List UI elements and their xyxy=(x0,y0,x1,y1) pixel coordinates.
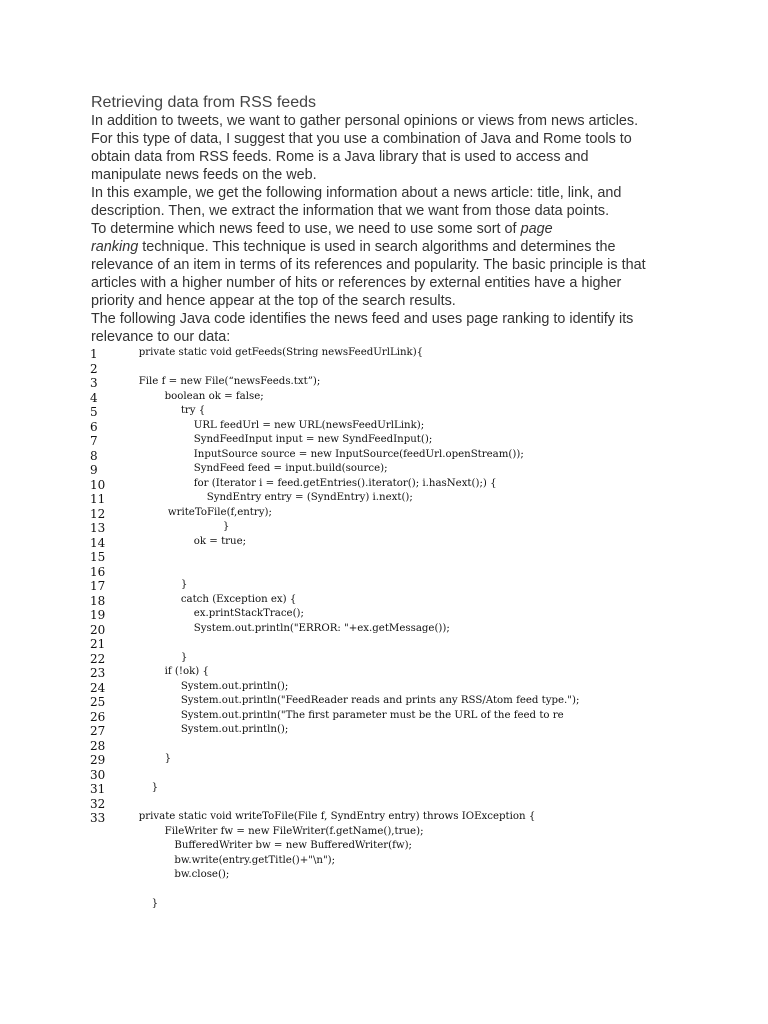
line-number: 12 xyxy=(90,506,106,521)
code-text: File f = new File(“newsFeeds.txt”); xyxy=(129,376,321,387)
emphasis-text: page xyxy=(520,221,553,237)
line-number: 26 xyxy=(90,709,106,724)
line-number: 7 xyxy=(90,434,98,448)
code-line xyxy=(90,796,768,811)
line-number: 29 xyxy=(90,753,106,767)
line-text: obtain data from RSS feeds. Rome is a Java library that is used to access and xyxy=(91,149,589,165)
line-text: In addition to tweets, we want to gather personal opinions or views from news articles. xyxy=(91,113,639,129)
code-line xyxy=(90,346,768,361)
code-line xyxy=(90,781,768,796)
line-number: 9 xyxy=(90,463,98,477)
code-text: catch (Exception ex) { xyxy=(129,593,297,605)
code-text: SyndFeed feed = input.build(source); xyxy=(129,463,388,474)
code-text: boolean ok = false; xyxy=(129,390,264,402)
code-line xyxy=(90,390,768,405)
paragraph-line xyxy=(91,202,761,220)
code-text: SyndFeedInput input = new SyndFeedInput(); xyxy=(129,434,433,445)
code-text: ex.printStackTrace(); xyxy=(129,608,304,619)
section-heading: Retrieving data from RSS feeds xyxy=(91,94,316,111)
line-number: 27 xyxy=(90,724,106,738)
code-text: System.out.println(); xyxy=(129,680,289,692)
line-number: 13 xyxy=(90,521,106,535)
code-line xyxy=(90,419,768,434)
line-number: 30 xyxy=(90,767,106,782)
code-text: } xyxy=(129,579,188,590)
line-number: 33 xyxy=(90,811,106,825)
code-line xyxy=(90,883,768,898)
line-text: relevance of an item in terms of its references and popularity. The basic principle is that xyxy=(91,257,646,273)
code-line xyxy=(90,578,768,593)
line-number: 8 xyxy=(90,448,98,463)
paragraph-line xyxy=(91,238,761,256)
line-text: The following Java code identifies the news feed and uses page ranking to identify its xyxy=(91,311,634,327)
line-number: 19 xyxy=(90,608,106,622)
code-line xyxy=(90,767,768,782)
code-line xyxy=(90,448,768,463)
code-text: } xyxy=(129,651,188,663)
paragraph-line xyxy=(91,220,761,238)
code-line xyxy=(90,854,768,869)
code-text: private static void getFeeds(String newsFeedUrlLink){ xyxy=(129,347,424,358)
code-line xyxy=(90,607,768,622)
code-line xyxy=(90,404,768,419)
emphasis-text: ranking xyxy=(91,239,139,255)
code-text: ok = true; xyxy=(129,535,247,547)
code-text: private static void writeToFile(File f, SyndEntry entry) throws IOException { xyxy=(129,811,536,822)
line-number: 14 xyxy=(90,535,106,550)
paragraph-line xyxy=(91,112,761,130)
paragraph-line xyxy=(91,184,761,202)
line-number: 15 xyxy=(90,550,106,564)
line-number: 11 xyxy=(90,492,106,506)
code-text: SyndEntry entry = (SyndEntry) i.next(); xyxy=(129,492,413,503)
line-number: 32 xyxy=(90,796,106,811)
line-number: 25 xyxy=(90,695,106,709)
line-text: priority and hence appear at the top of the search results. xyxy=(91,293,456,309)
code-line xyxy=(90,723,768,738)
line-number: 6 xyxy=(90,419,98,434)
code-line xyxy=(90,636,768,651)
code-text: System.out.println("ERROR: "+ex.getMessage()); xyxy=(129,622,450,634)
code-line xyxy=(90,651,768,666)
code-line xyxy=(90,375,768,390)
line-text: For this type of data, I suggest that you use a combination of Java and Rome tools to xyxy=(91,131,632,147)
line-number: 24 xyxy=(90,680,106,695)
code-text: try { xyxy=(129,405,206,416)
line-number: 16 xyxy=(90,564,106,579)
code-line xyxy=(90,491,768,506)
code-line xyxy=(90,825,768,840)
paragraph-line xyxy=(91,292,761,310)
line-text: description. Then, we extract the information that we want from those data points. xyxy=(91,203,610,219)
line-number: 17 xyxy=(90,579,106,593)
body-text xyxy=(91,112,761,346)
code-line xyxy=(90,839,768,854)
code-line xyxy=(90,810,768,825)
paragraph-line xyxy=(91,310,761,328)
line-number: 5 xyxy=(90,405,98,419)
paragraph-line xyxy=(91,256,761,274)
paragraph-line xyxy=(91,148,761,166)
code-text: System.out.println("FeedReader reads and prints any RSS/Atom feed type."); xyxy=(129,695,580,706)
code-text: BufferedWriter bw = new BufferedWriter(fw); xyxy=(129,840,412,851)
code-listing xyxy=(90,346,768,912)
line-text: To determine which news feed to use, we need to use some sort of xyxy=(91,221,521,237)
code-line xyxy=(90,868,768,883)
code-line xyxy=(90,709,768,724)
line-number: 18 xyxy=(90,593,106,608)
line-number: 20 xyxy=(90,622,106,637)
code-text: if (!ok) { xyxy=(129,666,209,677)
line-number: 4 xyxy=(90,390,98,405)
code-text: System.out.println("The first parameter must be the URL of the feed to re xyxy=(129,709,564,721)
line-text: articles with a higher number of hits or references by external entities have a higher xyxy=(91,275,622,291)
code-text: } xyxy=(129,521,230,532)
code-text: } xyxy=(129,753,172,764)
code-line xyxy=(90,897,768,912)
code-line xyxy=(90,549,768,564)
code-text: InputSource source = new InputSource(feedUrl.openStream()); xyxy=(129,448,524,460)
line-number: 1 xyxy=(90,347,98,361)
line-number: 23 xyxy=(90,666,106,680)
code-text: writeToFile(f,entry); xyxy=(129,506,272,518)
code-line xyxy=(90,665,768,680)
code-text: FileWriter fw = new FileWriter(f.getName(),true); xyxy=(129,825,424,837)
code-line xyxy=(90,680,768,695)
code-line xyxy=(90,593,768,608)
code-text: System.out.println(); xyxy=(129,724,289,735)
line-text: relevance to our data: xyxy=(91,329,231,345)
line-text: technique. This technique is used in search algorithms and determines the xyxy=(138,239,616,255)
code-line xyxy=(90,477,768,492)
line-number: 21 xyxy=(90,637,106,651)
line-number: 10 xyxy=(90,477,106,492)
code-text: } xyxy=(129,898,159,909)
code-line xyxy=(90,361,768,376)
code-line xyxy=(90,462,768,477)
line-number: 22 xyxy=(90,651,106,666)
paragraph-line xyxy=(91,130,761,148)
line-number: 28 xyxy=(90,738,106,753)
paragraph-line xyxy=(91,274,761,292)
paragraph-line xyxy=(91,328,761,346)
line-text: In this example, we get the following information about a news article: title, link, and xyxy=(91,185,622,201)
line-number: 2 xyxy=(90,361,98,376)
code-text: URL feedUrl = new URL(newsFeedUrlLink); xyxy=(129,419,425,431)
code-line xyxy=(90,622,768,637)
paragraph-line xyxy=(91,166,761,184)
code-line xyxy=(90,752,768,767)
code-line xyxy=(90,520,768,535)
code-line xyxy=(90,433,768,448)
code-text: bw.close(); xyxy=(129,869,230,880)
line-number: 31 xyxy=(90,782,106,796)
code-line xyxy=(90,738,768,753)
code-text: } xyxy=(129,782,159,793)
code-line xyxy=(90,694,768,709)
line-text: manipulate news feeds on the web. xyxy=(91,167,317,183)
code-text: for (Iterator i = feed.getEntries().iterator(); i.hasNext();) { xyxy=(129,477,497,489)
code-line xyxy=(90,564,768,579)
code-line xyxy=(90,535,768,550)
code-line xyxy=(90,506,768,521)
code-text: bw.write(entry.getTitle()+"\n"); xyxy=(129,854,336,866)
line-number: 3 xyxy=(90,376,98,390)
